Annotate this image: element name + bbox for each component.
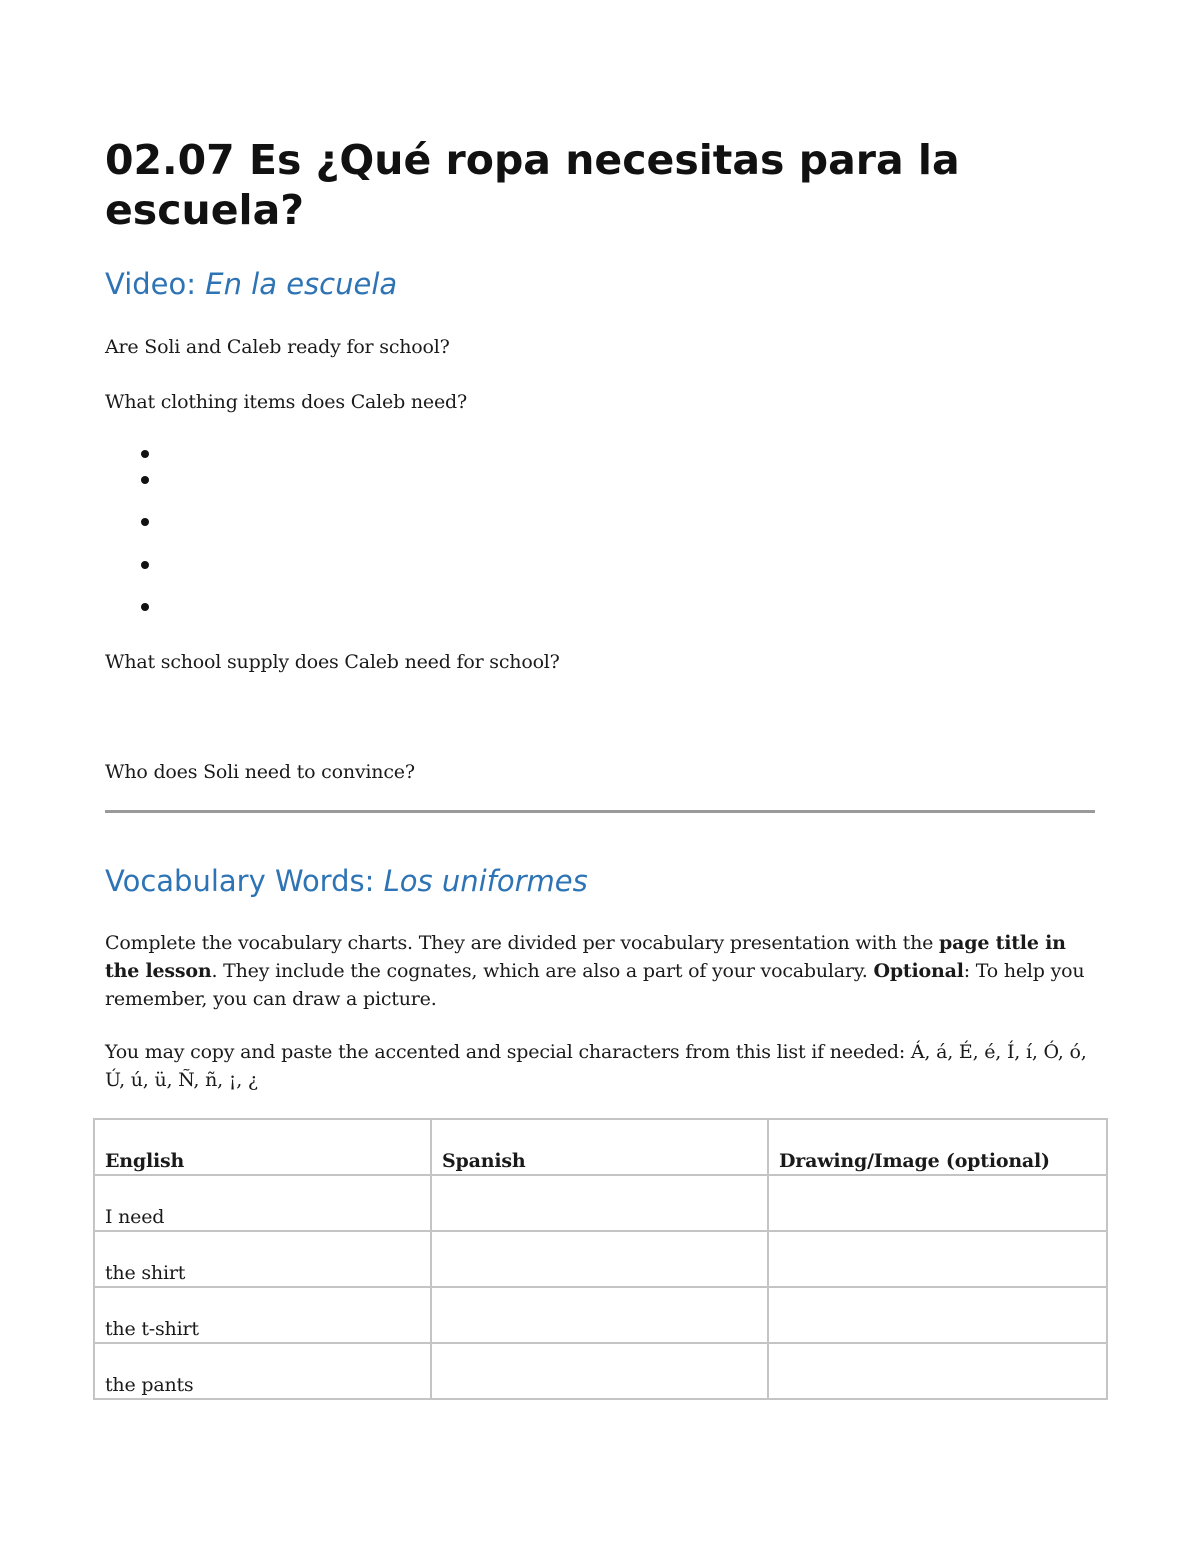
vocabulary-heading bbox=[105, 863, 588, 899]
cell-english: the pants bbox=[94, 1343, 431, 1399]
header-english: English bbox=[94, 1119, 431, 1175]
cell-spanish[interactable] bbox=[431, 1343, 768, 1399]
cell-drawing[interactable] bbox=[768, 1287, 1107, 1343]
cell-drawing[interactable] bbox=[768, 1231, 1107, 1287]
cell-spanish[interactable] bbox=[431, 1287, 768, 1343]
question-ready-for-school: Are Soli and Caleb ready for school? bbox=[105, 336, 450, 358]
header-drawing: Drawing/Image (optional) bbox=[768, 1119, 1107, 1175]
vocabulary-instructions bbox=[105, 929, 1100, 1013]
page-title: 02.07 Es ¿Qué ropa necesitas para la escuela? bbox=[105, 136, 960, 234]
horizontal-divider bbox=[105, 810, 1095, 813]
instructions-bold-optional: Optional bbox=[873, 960, 964, 982]
table-header-row bbox=[94, 1119, 1107, 1175]
list-bullet bbox=[141, 561, 149, 569]
question-school-supply: What school supply does Caleb need for school? bbox=[105, 651, 560, 673]
accent-characters-note: You may copy and paste the accented and special characters from this list if needed: Á, á, É, é, Í, í, Ó, ó, Ú, ú, ü, Ñ, ñ, ¡, ¿ bbox=[105, 1041, 1087, 1091]
cell-english: the t-shirt bbox=[94, 1287, 431, 1343]
instructions-text: : To help you remember, you can draw a picture. bbox=[105, 960, 1085, 1010]
video-heading-title: En la escuela bbox=[205, 267, 398, 301]
video-heading bbox=[105, 266, 397, 302]
table-row bbox=[94, 1343, 1107, 1399]
instructions-bold-page-title: page title in the lesson bbox=[105, 932, 1066, 982]
table-row bbox=[94, 1175, 1107, 1231]
cell-spanish[interactable] bbox=[431, 1231, 768, 1287]
question-convince: Who does Soli need to convince? bbox=[105, 761, 415, 783]
cell-spanish[interactable] bbox=[431, 1175, 768, 1231]
cell-english: I need bbox=[94, 1175, 431, 1231]
vocabulary-heading-title: Los uniformes bbox=[383, 864, 588, 898]
list-bullet bbox=[141, 518, 149, 526]
vocabulary-heading-prefix: Vocabulary Words: bbox=[105, 864, 384, 898]
table-row bbox=[94, 1231, 1107, 1287]
question-clothing-items: What clothing items does Caleb need? bbox=[105, 391, 467, 413]
list-bullet bbox=[141, 476, 149, 484]
header-spanish: Spanish bbox=[431, 1119, 768, 1175]
table-row bbox=[94, 1287, 1107, 1343]
cell-drawing[interactable] bbox=[768, 1175, 1107, 1231]
list-bullet bbox=[141, 603, 149, 611]
vocabulary-table bbox=[93, 1118, 1108, 1400]
instructions-text: Complete the vocabulary charts. They are divided per vocabulary presentation with the bbox=[105, 932, 940, 954]
cell-english: the shirt bbox=[94, 1231, 431, 1287]
instructions-text: . They include the cognates, which are also a part of your vocabulary. bbox=[211, 960, 874, 982]
cell-drawing[interactable] bbox=[768, 1343, 1107, 1399]
video-heading-prefix: Video: bbox=[105, 267, 206, 301]
list-bullet bbox=[141, 450, 149, 458]
